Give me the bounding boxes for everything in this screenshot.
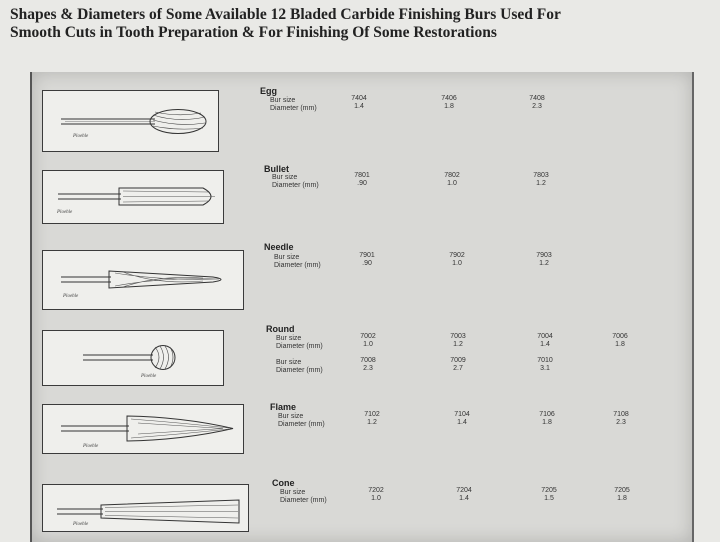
bullet-size-1: 7801 (354, 172, 370, 179)
needle-size-3: 7903 (536, 252, 552, 259)
bullet-shape-name: Bullet (264, 164, 290, 174)
egg-size-2: 7406 (441, 95, 457, 102)
flame-size-3: 7106 (539, 411, 555, 418)
round-diameter-1: 1.0 (363, 341, 373, 348)
page-sheet (30, 72, 694, 542)
round-diameter-7: 3.1 (540, 365, 550, 372)
round-size-1: 7002 (360, 333, 376, 340)
cone-bur-size-label: Bur size (280, 489, 306, 496)
needle-size-2: 7902 (449, 252, 465, 259)
cone-size-4: 7205 (614, 487, 630, 494)
cone-shape-name: Cone (272, 478, 295, 488)
needle-size-1: 7901 (359, 252, 375, 259)
needle-diameter-label: Diameter (mm) (274, 262, 321, 269)
cone-size-3: 7205 (541, 487, 557, 494)
cone-size-2: 7204 (456, 487, 472, 494)
title-line-2: Smooth Cuts in Tooth Preparation & For Finishing Of Some Restorations (10, 24, 497, 41)
egg-diameter-3: 2.3 (532, 103, 542, 110)
cone-diameter-4: 1.8 (617, 495, 627, 502)
flame-bur-drawing (43, 405, 243, 453)
bullet-bur-drawing (43, 171, 223, 223)
slide-title (10, 6, 720, 42)
round-diameter-4: 1.8 (615, 341, 625, 348)
cone-diameter-2: 1.4 (459, 495, 469, 502)
round-size-3: 7004 (537, 333, 553, 340)
cone-bur-illustration (42, 484, 249, 532)
flame-diameter-4: 2.3 (616, 419, 626, 426)
needle-diameter-2: 1.0 (452, 260, 462, 267)
needle-bur-size-label: Bur size (274, 254, 300, 261)
round-size-5: 7008 (360, 357, 376, 364)
flame-diameter-label: Diameter (mm) (278, 421, 325, 428)
bullet-size-2: 7802 (444, 172, 460, 179)
egg-diameter-1: 1.4 (354, 103, 364, 110)
bullet-signature: Ploehle (57, 210, 73, 215)
round-bur-size-label-2: Bur size (276, 359, 302, 366)
needle-signature: Ploehle (63, 294, 79, 299)
title-line-1: Shapes & Diameters of Some Available 12 Bladed Carbide Finishing Burs Used For (10, 6, 561, 23)
egg-signature: Ploehle (73, 134, 89, 139)
round-size-6: 7009 (450, 357, 466, 364)
round-size-7: 7010 (537, 357, 553, 364)
round-shape-name: Round (266, 324, 295, 334)
cone-signature: Ploehle (73, 522, 89, 527)
needle-bur-drawing (43, 251, 243, 309)
round-diameter-3: 1.4 (540, 341, 550, 348)
flame-size-2: 7104 (454, 411, 470, 418)
bullet-bur-illustration (42, 170, 224, 224)
needle-diameter-1: .90 (362, 260, 372, 267)
flame-diameter-1: 1.2 (367, 419, 377, 426)
egg-size-1: 7404 (351, 95, 367, 102)
egg-bur-illustration (42, 90, 219, 152)
bullet-diameter-1: .90 (357, 180, 367, 187)
bullet-size-3: 7803 (533, 172, 549, 179)
flame-diameter-3: 1.8 (542, 419, 552, 426)
flame-diameter-2: 1.4 (457, 419, 467, 426)
bullet-diameter-label: Diameter (mm) (272, 182, 319, 189)
needle-diameter-3: 1.2 (539, 260, 549, 267)
round-diameter-5: 2.3 (363, 365, 373, 372)
cone-size-1: 7202 (368, 487, 384, 494)
cone-bur-drawing (43, 485, 248, 531)
bullet-diameter-3: 1.2 (536, 180, 546, 187)
round-bur-drawing (43, 331, 223, 385)
flame-bur-size-label: Bur size (278, 413, 304, 420)
bullet-diameter-2: 1.0 (447, 180, 457, 187)
cone-diameter-label: Diameter (mm) (280, 497, 327, 504)
flame-signature: Ploehle (83, 444, 99, 449)
egg-size-3: 7408 (529, 95, 545, 102)
egg-diameter-2: 1.8 (444, 103, 454, 110)
egg-diameter-label: Diameter (mm) (270, 105, 317, 112)
round-diameter-label-2: Diameter (mm) (276, 367, 323, 374)
cone-diameter-3: 1.5 (544, 495, 554, 502)
round-diameter-label-1: Diameter (mm) (276, 343, 323, 350)
needle-bur-illustration (42, 250, 244, 310)
flame-bur-illustration (42, 404, 244, 454)
round-size-2: 7003 (450, 333, 466, 340)
round-bur-illustration (42, 330, 224, 386)
needle-shape-name: Needle (264, 242, 294, 252)
round-diameter-2: 1.2 (453, 341, 463, 348)
cone-diameter-1: 1.0 (371, 495, 381, 502)
flame-size-1: 7102 (364, 411, 380, 418)
round-signature: Ploehle (141, 374, 157, 379)
bullet-bur-size-label: Bur size (272, 174, 298, 181)
egg-shape-name: Egg (260, 86, 277, 96)
round-diameter-6: 2.7 (453, 365, 463, 372)
flame-shape-name: Flame (270, 402, 297, 412)
round-size-4: 7006 (612, 333, 628, 340)
egg-bur-drawing (43, 91, 218, 151)
flame-size-4: 7108 (613, 411, 629, 418)
egg-bur-size-label: Bur size (270, 97, 296, 104)
round-bur-size-label-1: Bur size (276, 335, 302, 342)
